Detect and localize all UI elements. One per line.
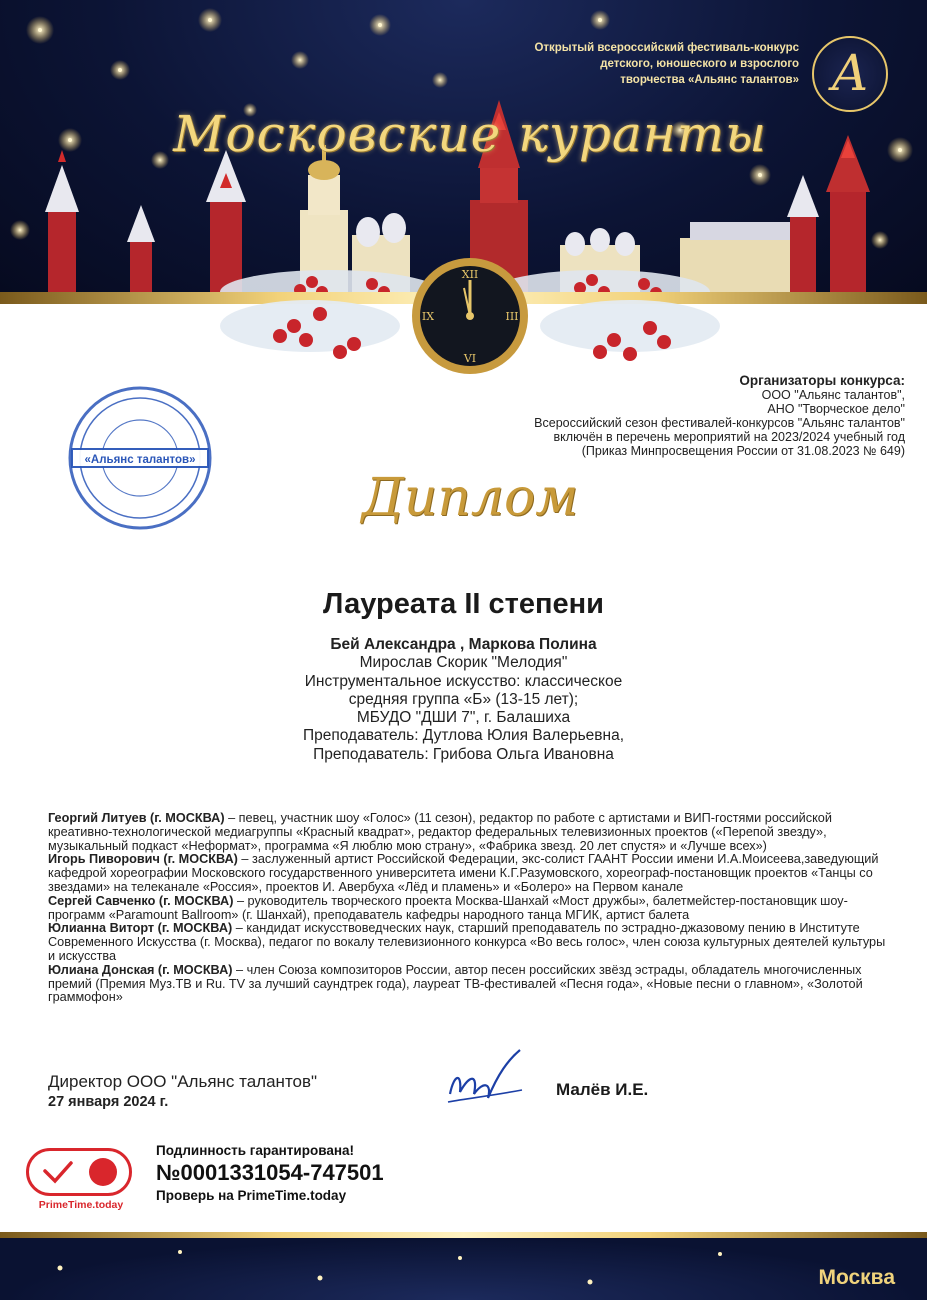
festival-line-3: творчества «Альянс талантов» [620, 74, 799, 86]
svg-text:VI: VI [463, 352, 477, 365]
check-mark-icon [29, 1151, 129, 1193]
participant-block [0, 636, 927, 764]
organizer-2: АНО "Творческое дело" [767, 402, 905, 416]
stamp-center-text: «Альянс талантов» [84, 454, 196, 466]
jury-name: Игорь Пиворович (г. МОСКВА) [48, 852, 238, 867]
sparkles-decoration [0, 1238, 927, 1300]
city-label: Москва [818, 1266, 895, 1289]
institution: МБУДО "ДШИ 7", г. Балашиха [356, 709, 571, 727]
season-line: Всероссийский сезон фестивалей-конкурсов "Альянс талантов" [534, 416, 905, 430]
jury-bio: – кандидат искусствоведческих наук, старший преподаватель по эстрадно-джазовому пению в Институте Современного Искусства (г. Москва), педагог по вокалу телевизионного конкурса «Во весь голос», член союза культурных деятелей культуры и искусства [48, 921, 886, 963]
jury-bio: – певец, участник шоу «Голос» (11 сезон), редактор по работе с артистами и ВИП-гостями российской креативно-технологической медиагруппы «Красный квадрат», редактор федеральных телевизионных проектов («Перепой звезду», музыкальный подкаст «Неформат», программа «Я люблю мою страну», «Фабрика звезд. 20 лет спустя» и «Лучше всех») [48, 811, 832, 853]
primetime-logo [26, 1148, 132, 1196]
authenticity-heading: Подлинность гарантирована! [156, 1143, 354, 1158]
schedule-line: включён в перечень мероприятий на 2023/2024 учебный год [553, 430, 905, 444]
order-line: (Приказ Минпросвещения России от 31.08.2023 № 649) [581, 444, 905, 458]
organizers-heading: Организаторы конкурса: [739, 373, 905, 388]
nomination: Инструментальное искусство: классическое [304, 672, 623, 690]
svg-text:III: III [505, 310, 519, 323]
organizers-block [345, 374, 905, 458]
jury-member [48, 921, 885, 963]
jury-bio: – заслуженный артист Российской Федерации, экс-солист ГААНТ России имени И.А.Моисеева,заведующий кафедрой хореографии Московского государственного университета имени К.Г.Разумовского, хореограф-постановщик проектов «Танцы со звездами» на телеканале «Россия», проектов И. Авербуха «Лёд и пламень» и «Болеро» на Первом канале [48, 852, 879, 894]
director-title: Директор ООО "Альянс талантов" [48, 1072, 318, 1091]
organizer-1: ООО "Альянс талантов", [761, 388, 905, 402]
age-group: средняя группа «Б» (13-15 лет); [348, 690, 579, 708]
verify-link[interactable]: Проверь на PrimeTime.today [156, 1188, 347, 1203]
jury-name: Юлиана Донская (г. МОСКВА) [48, 962, 233, 977]
jury-name: Георгий Литуев (г. МОСКВА) [48, 811, 225, 825]
signature-icon [440, 1044, 530, 1114]
jury-bio: – руководитель творческого проекта Москва-Шанхай «Мост дружбы», балетмейстер-постановщик шоу-программ «Paramount Ballroom» (г. Шанхай), преподаватель кафедры народного танца МГИК, артист балета [48, 893, 848, 922]
jury-name: Юлианна Виторт (г. МОСКВА) [48, 921, 233, 936]
festival-description [439, 40, 799, 88]
alliance-logo-icon: A [812, 36, 888, 112]
festival-title: Московские куранты [173, 105, 767, 163]
teacher-1: Преподаватель: Дутлова Юлия Валерьевна, [302, 727, 625, 745]
company-stamp [60, 383, 220, 533]
jury-member [48, 811, 832, 853]
laureate-title: Лауреата II степени [323, 588, 604, 620]
jury-bio: – член Союза композиторов России, автор песен российских звёзд эстрады, обладатель многочисленных премий (Премия Муз.ТВ и Ru. TV за лучший саундтрек года), лауреат ТВ-фестивалей «Песня года», «Новые песни о главном», «Золотой граммофон» [48, 962, 863, 1005]
festival-line-1: Открытый всероссийский фестиваль-конкурс [534, 42, 799, 54]
diploma-heading: Диплом [361, 468, 579, 528]
svg-text:XII: XII [461, 268, 479, 281]
piece: Мирослав Скорик "Мелодия" [359, 654, 568, 672]
jury-member [48, 852, 878, 894]
festival-line-2: детского, юношеского и взрослого [600, 58, 799, 70]
participant-names: Бей Александра , Маркова Полина [330, 636, 597, 653]
jury-block [48, 812, 890, 1005]
jury-member [48, 894, 848, 922]
header-banner [0, 0, 927, 300]
footer-band [0, 1238, 927, 1300]
svg-text:IX: IX [421, 310, 435, 323]
jury-member [48, 963, 863, 1005]
director-block [48, 1072, 317, 1110]
certificate-number: №0001331054-747501 [156, 1160, 384, 1185]
jury-name: Сергей Савченко (г. МОСКВА) [48, 893, 234, 908]
signer-name: Малёв И.Е. [556, 1080, 649, 1099]
issue-date: 27 января 2024 г. [48, 1094, 169, 1110]
teacher-2: Преподаватель: Грибова Ольга Ивановна [313, 745, 614, 763]
primetime-label: PrimeTime.today [38, 1199, 124, 1211]
authenticity-block [156, 1143, 384, 1203]
clock-decoration [220, 256, 720, 376]
